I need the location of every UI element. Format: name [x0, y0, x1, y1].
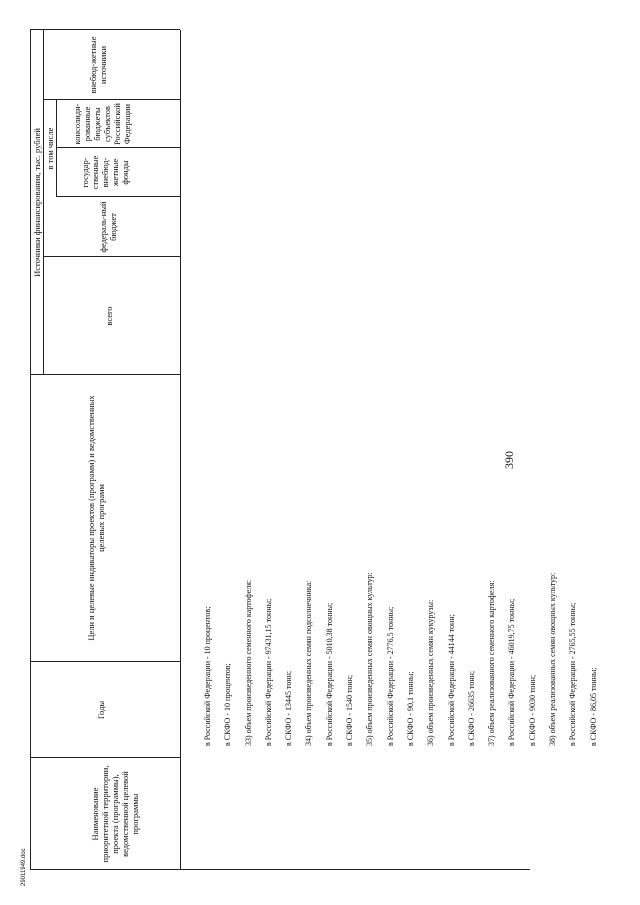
list-item: 37) объем реализованного семенного картофеля: — [487, 580, 497, 746]
list-item: в СКФО - 10 процентов; — [223, 663, 233, 746]
col-border-federal — [56, 196, 180, 197]
including-border — [56, 100, 57, 197]
header-including: в том числе — [45, 127, 55, 170]
col-border-state-funds — [56, 147, 180, 148]
financing-title-border — [43, 30, 44, 375]
list-item: в СКФО - 90,1 тонны; — [405, 671, 415, 746]
list-item: в СКФО - 13445 тонн; — [284, 670, 294, 746]
list-item: в СКФО - 26635 тонн; — [466, 670, 476, 746]
list-item: 38) объем реализованных семян овощных культур: — [548, 572, 558, 746]
list-item: в СКФО - 9030 тонн; — [527, 674, 537, 746]
rotated-table — [30, 30, 598, 870]
list-item: в Российской Федерации - 2776,5 тонны; — [385, 606, 395, 746]
list-item: 36) объем произведенных семян кукурузы: — [426, 599, 436, 746]
list-item: в Российской Федерации - 44144 тонн; — [446, 614, 456, 746]
page-number: 390 — [502, 451, 516, 469]
col-border-left — [30, 869, 180, 870]
header-top-border — [30, 30, 31, 870]
list-item: в Российской Федерации - 2765,55 тонны; — [568, 602, 578, 746]
header-extrabudget: внебюд-жетные источники — [88, 36, 108, 94]
table-header — [30, 30, 181, 870]
header-regional: консолиди-рованные бюджеты субъектов Российской Федерации — [72, 103, 132, 145]
indicator-list — [198, 186, 604, 746]
list-item: 34) объем произведенных семян подсолнечника: — [304, 580, 314, 746]
list-item: в СКФО - 1540 тонн; — [345, 674, 355, 746]
list-item: 33) объем произведенного семенного картофеля: — [243, 579, 253, 746]
header-years: Годы — [96, 700, 106, 720]
col-border-right — [30, 29, 180, 30]
list-item: в Российской Федерации - 97431,15 тонны; — [263, 598, 273, 746]
footer — [17, 838, 31, 888]
list-item: в СКФО - 86,05 тонны; — [588, 667, 598, 746]
col-border-including-end — [43, 99, 180, 100]
header-state-funds: государ-ственные внебюд-жетные фонды — [80, 155, 130, 190]
body-left-border — [180, 869, 530, 870]
header-federal: федераль-ный бюджет — [98, 201, 118, 253]
list-item: в Российской Федерации - 10 процентов; — [203, 606, 212, 746]
list-item: 35) объем произведенных семян овощных культур: — [365, 572, 375, 746]
list-item: в Российской Федерации - 5010,38 тонны; — [324, 602, 334, 746]
list-item: в Российской Федерации - 46019,75 тонны; — [507, 598, 517, 746]
footer-file-code: 29011949.doc — [21, 848, 27, 886]
header-name: Наименование приоритетной территории, проекта (программы), ведомственной целевой программы — [90, 765, 140, 863]
header-financing-title: Источники финансирования, тыс. рублей — [32, 128, 42, 277]
header-goals: Цели и целевые индикаторы проектов (программ) и ведомственных целевых программ — [86, 395, 106, 641]
header-total: всего — [104, 306, 114, 326]
